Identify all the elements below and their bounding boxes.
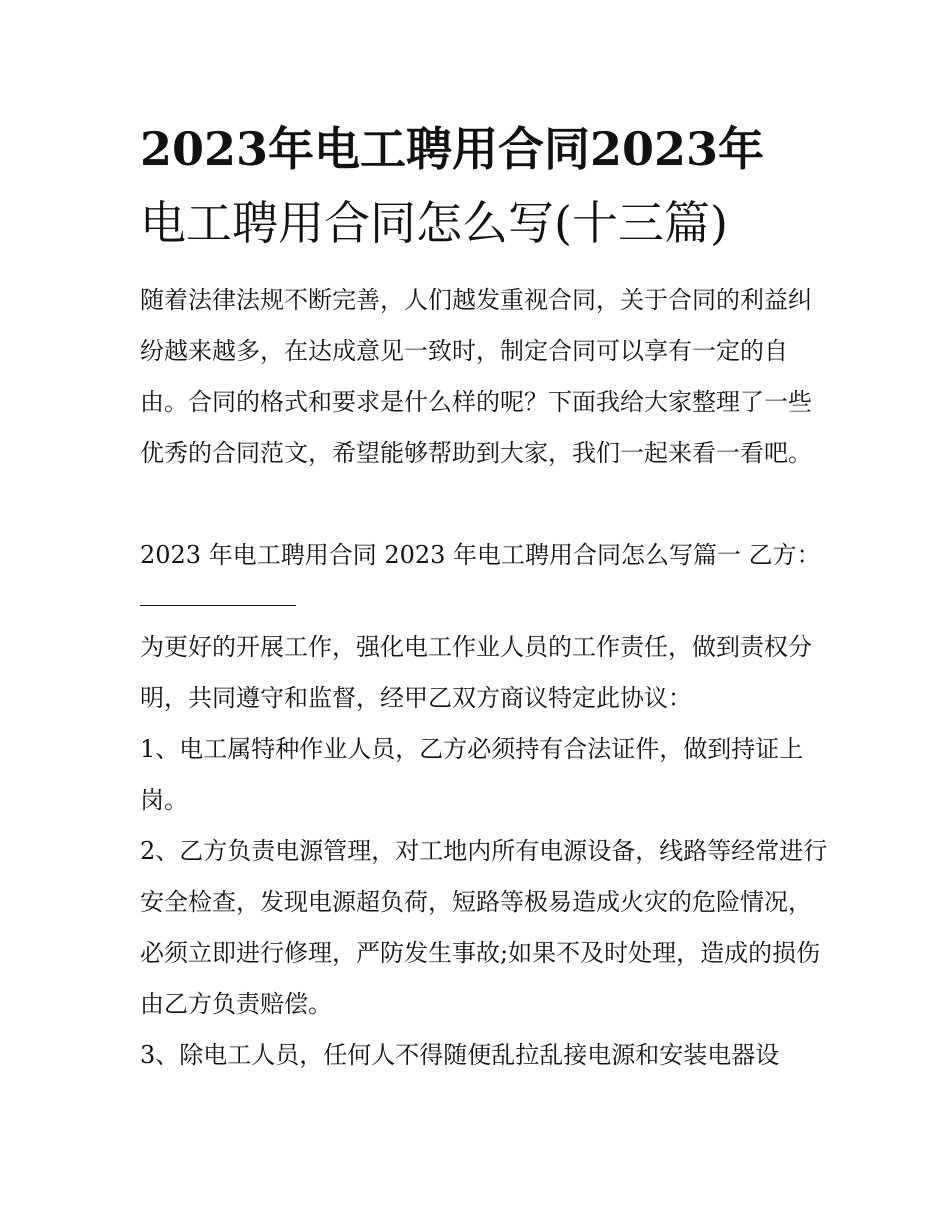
purpose-paragraph: 为更好的开展工作，强化电工作业人员的工作责任，做到责权分明，共同遵守和监督，经甲乙双方商议特定此协议：	[140, 633, 812, 712]
signature-blank-line	[140, 605, 296, 606]
clause-1: 1、电工属特种作业人员，乙方必须持有合法证件，做到持证上岗。	[140, 735, 804, 814]
clause-3: 3、除电工人员，任何人不得随便乱拉乱接电源和安装电器设	[140, 1041, 780, 1069]
title-line-normal: 电工聘用合同怎么写(十三篇)	[140, 196, 728, 250]
section-heading: 2023 年电工聘用合同 2023 年电工聘用合同怎么写篇一 乙方：	[140, 541, 821, 569]
document-title	[140, 112, 820, 260]
clause-2: 2、乙方负责电源管理，对工地内所有电源设备，线路等经常进行安全检查，发现电源超负荷，短路等极易造成火灾的危险情况，必须立即进行修理，严防发生事故;如果不及时处理，造成的损伤由乙方负责赔偿。	[140, 837, 828, 1018]
title-line-bold: 2023年电工聘用合同2023年	[140, 122, 765, 176]
intro-paragraph: 随着法律法规不断完善，人们越发重视合同，关于合同的利益纠纷越来越多，在达成意见一致时，制定合同可以享有一定的自由。合同的格式和要求是什么样的呢？下面我给大家整理了一些优秀的合同范文，希望能够帮助到大家，我们一起来看一看吧。	[140, 286, 812, 467]
